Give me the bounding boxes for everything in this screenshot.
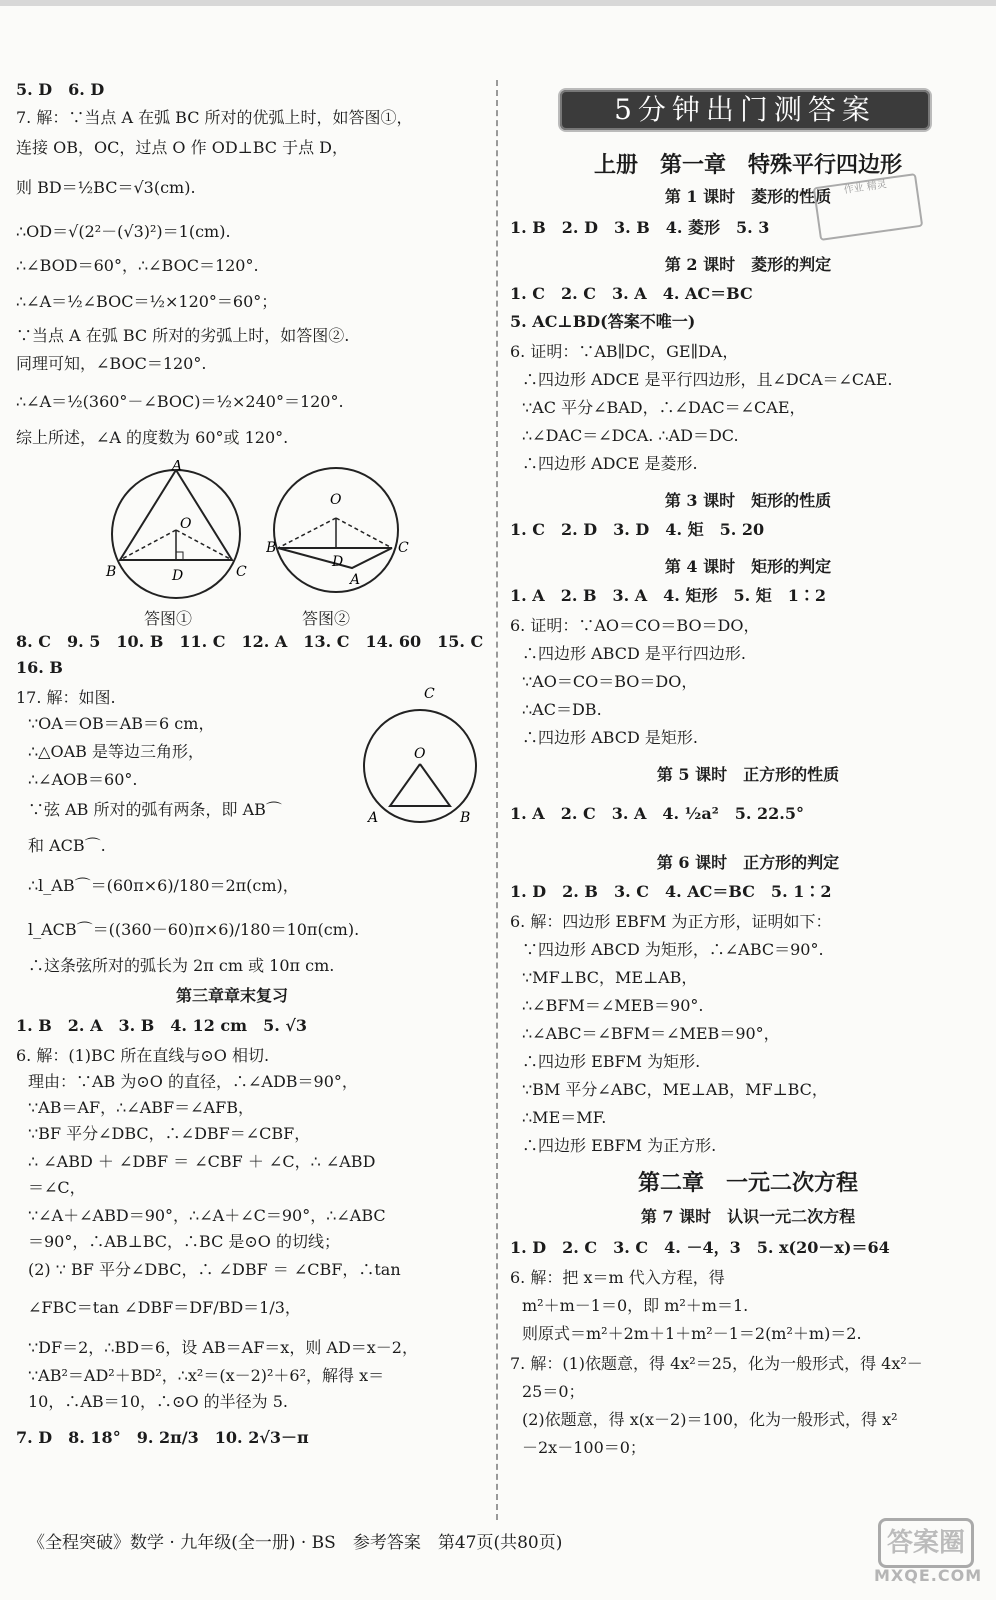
lesson-title: 第 2 课时 菱形的判定 (664, 255, 832, 274)
answer-line: ∴∠BFM＝∠MEB＝90°. (522, 996, 704, 1015)
answer-line: 6. 解：把 x＝m 代入方程，得 (510, 1268, 725, 1287)
answer-line: ∴四边形 EBFM 为矩形. (522, 1052, 701, 1071)
answer-line: ∴四边形 ABCD 是平行四边形. (522, 644, 746, 663)
answer-line: ∠FBC＝tan ∠DBF＝DF/BD＝1/3， (28, 1298, 301, 1317)
svg-text:D: D (332, 554, 344, 570)
svg-text:C: C (398, 540, 409, 556)
answer-line: ∵弦 AB 所对的弧有两条，即 AB⌒ (28, 800, 282, 819)
answer-line: ∴四边形 EBFM 为正方形. (522, 1136, 717, 1155)
column-divider (496, 80, 498, 1520)
answer-line: 7. 解：(1)依题意，得 4x²＝25，化为一般形式，得 4x²－ (510, 1354, 923, 1373)
answer-line: ∵AB²＝AD²＋BD²，∴x²＝(x－2)²＋6²，解得 x＝ (28, 1366, 385, 1385)
answer-line: ∴OD＝√(2²－(√3)²)＝1(cm). (16, 222, 231, 241)
answer-line: 同理可知，∠BOC＝120°. (16, 354, 207, 373)
answer-line: ∵AC 平分∠BAD，∴∠DAC＝∠CAE， (522, 398, 806, 417)
answer-line: ∵MF⊥BC，ME⊥AB， (522, 968, 698, 987)
watermark-stamp: 作业 精灵 (813, 173, 924, 241)
answer-line: 1. D 2. C 3. C 4. －4，3 5. x(20－x)＝64 (510, 1238, 890, 1257)
svg-text:A: A (350, 572, 361, 588)
answer-line: 7. 解：∵当点 A 在弧 BC 所对的优弧上时，如答图①， (16, 108, 413, 127)
answer-line: (2)依题意，得 x(x－2)＝100，化为一般形式，得 x² (522, 1410, 898, 1429)
answer-line: ∴∠AOB＝60°. (28, 770, 138, 789)
answer-line: 6. 解：(1)BC 所在直线与⊙O 相切. (16, 1046, 270, 1065)
svg-text:O: O (330, 492, 342, 508)
svg-text:A: A (172, 460, 183, 474)
site-logo (870, 1512, 983, 1592)
answer-line: 16. B (16, 658, 63, 677)
lesson-title: 第 1 课时 菱形的性质 (664, 187, 832, 206)
answer-line: ∴四边形 ADCE 是菱形. (522, 454, 698, 473)
answer-line: ∴四边形 ABCD 是矩形. (522, 728, 698, 747)
figure-2 (266, 460, 416, 600)
answer-line: 1. A 2. B 3. A 4. 矩形 5. 矩 1∶2 (510, 586, 826, 605)
lesson-title: 第 3 课时 矩形的性质 (664, 491, 832, 510)
answer-line: (2) ∵ BF 平分∠DBC，∴ ∠DBF ＝ ∠CBF，∴tan (28, 1260, 401, 1279)
logo-url: MXQE.COM (874, 1566, 983, 1585)
answer-line: 17. 解：如图. (16, 688, 116, 707)
chapter-title: 上册 第一章 特殊平行四边形 (593, 152, 902, 178)
svg-text:A: A (368, 810, 379, 826)
answer-line: ∵四边形 ABCD 为矩形，∴∠ABC＝90°. (522, 940, 824, 959)
answer-line: ∴∠DAC＝∠DCA. ∴AD＝DC. (522, 426, 739, 445)
answer-line: 和 ACB⌒. (28, 836, 106, 855)
answer-line: ∴△OAB 是等边三角形， (28, 742, 205, 761)
answer-line: ∴四边形 ADCE 是平行四边形，且∠DCA＝∠CAE. (522, 370, 893, 389)
answer-line: 6. 证明：∵AB∥DC，GE∥DA， (510, 342, 739, 361)
answer-line: ∴∠A＝½∠BOC＝½×120°＝60°； (16, 292, 278, 311)
answer-line: 综上所述，∠A 的度数为 60°或 120°. (16, 428, 289, 447)
answer-line: ∵DF＝2，∴BD＝6，设 AB＝AF＝x，则 AD＝x－2， (28, 1338, 418, 1357)
answer-line: 连接 OB，OC，过点 O 作 OD⊥BC 于点 D， (16, 138, 348, 157)
figure-2-caption: 答图② (302, 609, 351, 628)
answer-line: 6. 证明：∵AO＝CO＝BO＝DO， (510, 616, 760, 635)
answer-line: ∴AC＝DB. (522, 700, 602, 719)
answer-line: 1. A 2. C 3. A 4. ½a² 5. 22.5° (510, 804, 804, 823)
answer-line: 1. C 2. D 3. D 4. 矩 5. 20 (510, 520, 765, 539)
answer-line: 1. C 2. C 3. A 4. AC＝BC (510, 284, 753, 303)
top-edge (0, 0, 996, 6)
answer-line: ∴∠ABC＝∠BFM＝∠MEB＝90°， (522, 1024, 780, 1043)
lesson-title: 第 7 课时 认识一元二次方程 (640, 1207, 856, 1226)
svg-text:O: O (180, 516, 192, 532)
answer-line: ＝∠C， (28, 1178, 86, 1197)
answer-line: ∵BF 平分∠DBC，∴∠DBF＝∠CBF， (28, 1124, 311, 1143)
answer-line: 5. AC⊥BD(答案不唯一) (510, 312, 696, 331)
chapter-title: 第二章 一元二次方程 (637, 1170, 858, 1196)
answer-line: ∵AB＝AF，∴∠ABF＝∠AFB， (28, 1098, 254, 1117)
answer-line: 8. C 9. 5 10. B 11. C 12. A 13. C 14. 60 15. C (16, 632, 484, 651)
answer-line: ∵OA＝OB＝AB＝6 cm， (28, 714, 215, 733)
answer-line: 5. D 6. D (16, 80, 105, 99)
answer-line: m²＋m－1＝0，即 m²＋m＝1. (522, 1296, 749, 1315)
answer-line: ∵AO＝CO＝BO＝DO， (522, 672, 698, 691)
answer-line: 1. D 2. B 3. C 4. AC＝BC 5. 1∶2 (510, 882, 832, 901)
lesson-title: 第 4 课时 矩形的判定 (664, 557, 832, 576)
svg-text:B: B (266, 540, 277, 556)
answer-line: 10，∴AB＝10，∴⊙O 的半径为 5. (28, 1392, 288, 1411)
answer-line: 1. B 2. A 3. B 4. 12 cm 5. √3 (16, 1016, 307, 1035)
answer-line: ＝90°，∴AB⊥BC，∴BC 是⊙O 的切线； (28, 1232, 341, 1251)
answer-line: －2x－100＝0； (522, 1438, 646, 1457)
answer-line: ∴这条弦所对的弧长为 2π cm 或 10π cm. (28, 956, 335, 975)
svg-text:D: D (172, 568, 184, 584)
answer-line: 则原式＝m²＋2m＋1＋m²－1＝2(m²＋m)＝2. (522, 1324, 862, 1343)
figure-1-caption: 答图① (144, 609, 193, 628)
banner-title: 5分钟出门测答案 (560, 90, 930, 130)
svg-text:B: B (106, 564, 117, 580)
logo-badge: 答案圈 (878, 1518, 974, 1568)
answer-line: 1. B 2. D 3. B 4. 菱形 5. 3 (510, 218, 770, 237)
answer-line: 7. D 8. 18° 9. 2π/3 10. 2√3－π (16, 1428, 309, 1447)
answer-line: ∵当点 A 在弧 BC 所对的劣弧上时，如答图②. (16, 326, 350, 345)
svg-text:C: C (424, 686, 435, 702)
answer-line: 则 BD＝½BC＝√3(cm). (16, 178, 196, 197)
answer-line: ∵BM 平分∠ABC，ME⊥AB，MF⊥BC， (522, 1080, 828, 1099)
answer-line: l_ACB⌒＝((360－60)π×6)/180＝10π(cm). (28, 920, 360, 939)
figure-1 (100, 460, 270, 600)
answer-line: ∴∠A＝½(360°－∠BOC)＝½×240°＝120°. (16, 392, 344, 411)
answer-line: ∴l_AB⌒＝(60π×6)/180＝2π(cm)， (28, 876, 299, 895)
answer-line: 理由：∵AB 为⊙O 的直径，∴∠ADB＝90°， (28, 1072, 358, 1091)
answer-line: 6. 解：四边形 EBFM 为正方形，证明如下： (510, 912, 832, 931)
answer-line: ∴ ∠ABD ＋ ∠DBF ＝ ∠CBF ＋ ∠C，∴ ∠ABD (28, 1152, 376, 1171)
svg-text:B: B (460, 810, 471, 826)
page-footer: 《全程突破》数学 · 九年级(全一册) · BS 参考答案 第47页(共80页) (28, 1533, 563, 1553)
answer-line: ∴∠BOD＝60°，∴∠BOC＝120°. (16, 256, 259, 275)
svg-text:O: O (414, 746, 426, 762)
lesson-title: 第 5 课时 正方形的性质 (656, 765, 840, 784)
svg-text:C: C (236, 564, 247, 580)
figure-17 (352, 684, 488, 828)
answer-line: ∴ME＝MF. (522, 1108, 607, 1127)
answer-line: ∵∠A＋∠ABD＝90°，∴∠A＋∠C＝90°，∴∠ABC (28, 1206, 386, 1225)
lesson-title: 第 6 课时 正方形的判定 (656, 853, 840, 872)
section-title: 第三章章末复习 (176, 986, 289, 1005)
answer-line: 25＝0； (522, 1382, 585, 1401)
